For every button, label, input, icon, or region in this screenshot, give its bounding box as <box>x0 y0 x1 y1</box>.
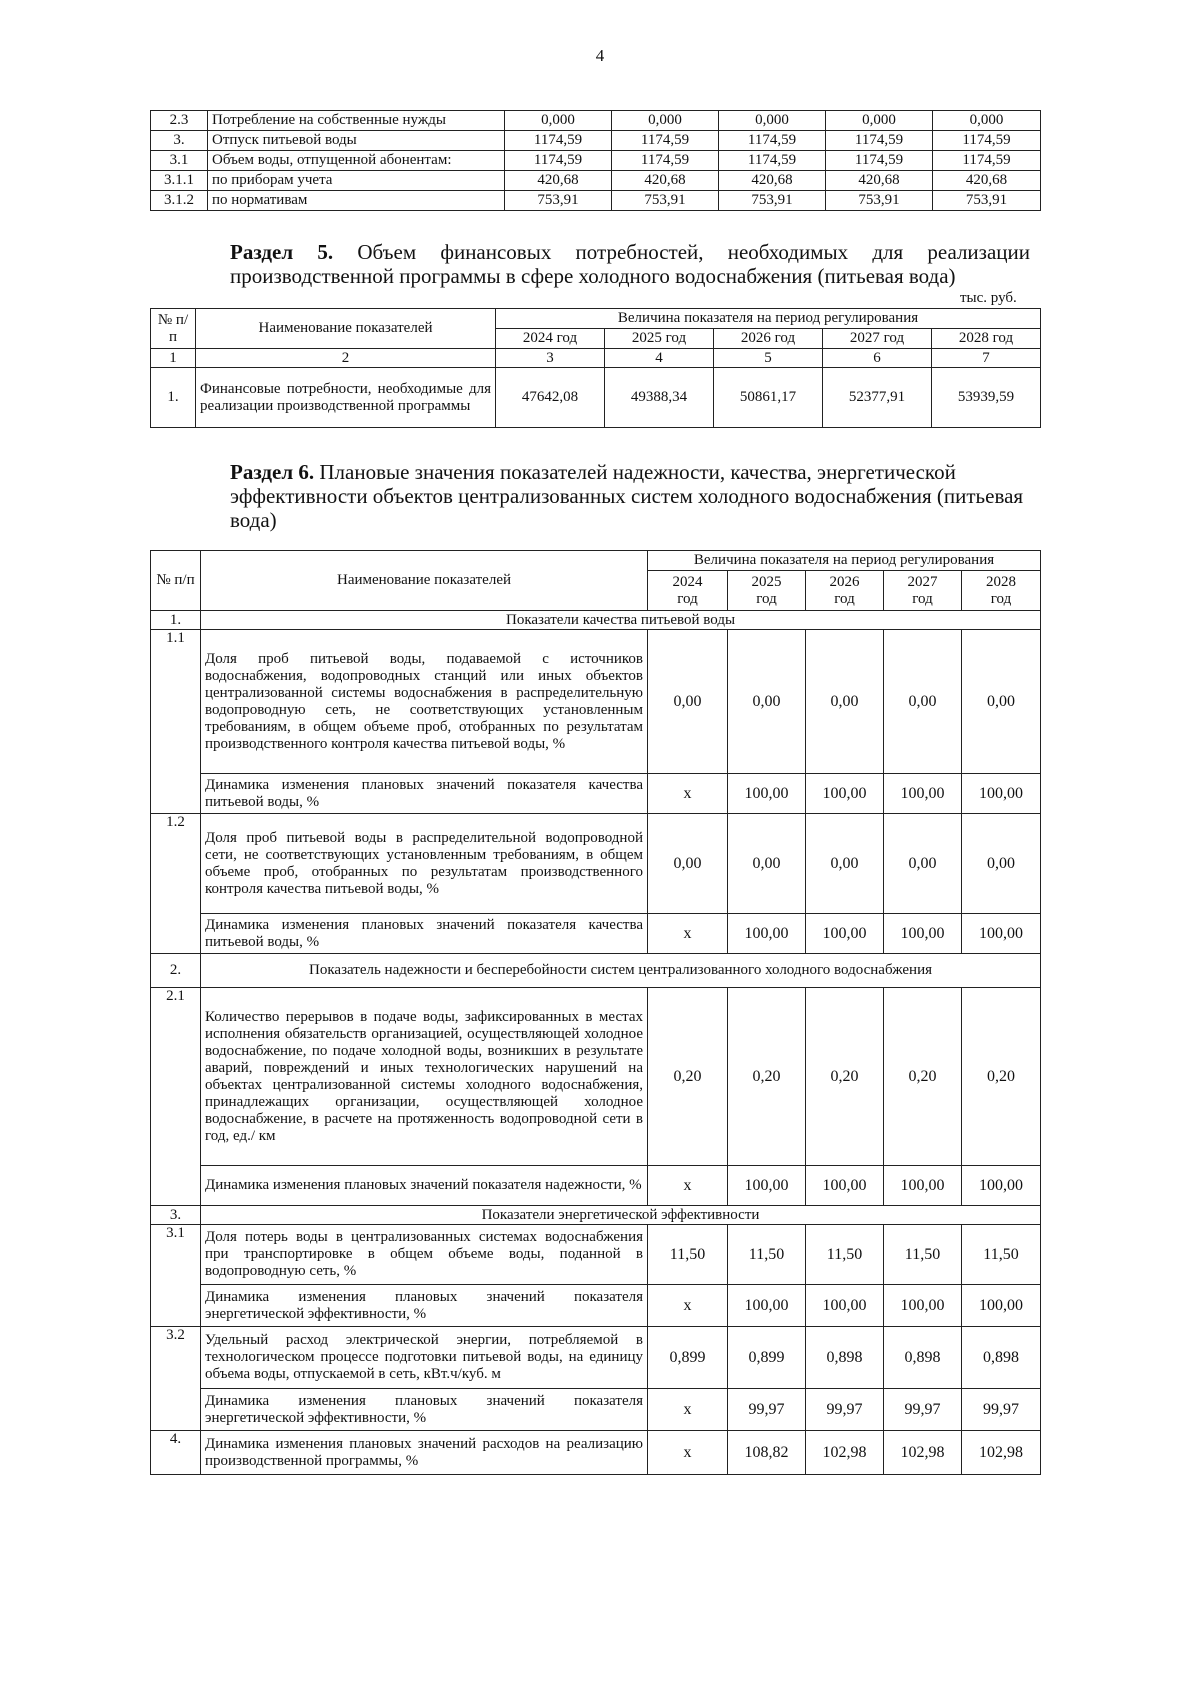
value-cell: х <box>648 1285 728 1327</box>
value-cell: 0,898 <box>962 1327 1041 1389</box>
row-name: Объем воды, отпущенной абонентам: <box>208 151 505 171</box>
table-row <box>151 151 1041 171</box>
value-cell: х <box>648 1389 728 1431</box>
value-cell: 100,00 <box>728 774 806 814</box>
row-name: Удельный расход электрической энергии, потребляемой в технологическом процессе подготовки питьевой воды, на единицу объема воды, отпускаемой в сеть, кВт.ч/куб. м <box>201 1327 648 1389</box>
table-row <box>151 1206 1041 1225</box>
value-cell: 99,97 <box>962 1389 1041 1431</box>
value-cell: 102,98 <box>806 1431 884 1475</box>
value-cell: 0,00 <box>884 814 962 914</box>
value-cell: 99,97 <box>884 1389 962 1431</box>
table-row <box>151 551 1041 571</box>
row-name: Динамика изменения плановых значений показателя надежности, % <box>201 1166 648 1206</box>
row-num: 3.1 <box>151 151 208 171</box>
table-row <box>151 1285 1041 1327</box>
value-cell: 47642,08 <box>496 368 605 428</box>
header-year: 2024 год <box>496 329 605 349</box>
row-num: 1.2 <box>151 814 201 954</box>
row-num: 1. <box>151 368 196 428</box>
table-section5 <box>150 308 1041 428</box>
column-number: 3 <box>496 349 605 368</box>
row-name: Динамика изменения плановых значений расходов на реализацию производственной программы, % <box>201 1431 648 1475</box>
header-year: 2024 год <box>648 571 728 611</box>
group-title: Показатели качества питьевой воды <box>201 611 1041 630</box>
value-cell: 1174,59 <box>826 151 933 171</box>
row-num: 3.1 <box>151 1225 201 1327</box>
value-cell: 1174,59 <box>933 131 1041 151</box>
value-cell: 1174,59 <box>505 151 612 171</box>
value-cell: 0,00 <box>806 814 884 914</box>
value-cell: 1174,59 <box>826 131 933 151</box>
header-year: 2028 год <box>932 329 1041 349</box>
column-number: 7 <box>932 349 1041 368</box>
table-row <box>151 954 1041 988</box>
table-section6 <box>150 550 1041 1475</box>
row-num: 4. <box>151 1431 201 1475</box>
value-cell: 11,50 <box>648 1225 728 1285</box>
value-cell: 1174,59 <box>933 151 1041 171</box>
header-name: Наименование показателей <box>196 309 496 349</box>
row-num: 2.3 <box>151 111 208 131</box>
table-row <box>151 111 1041 131</box>
value-cell: 0,00 <box>728 814 806 914</box>
value-cell: 0,00 <box>962 630 1041 774</box>
value-cell: 100,00 <box>728 1285 806 1327</box>
column-number: 1 <box>151 349 196 368</box>
row-name: Динамика изменения плановых значений показателя качества питьевой воды, % <box>201 774 648 814</box>
value-cell: 100,00 <box>806 774 884 814</box>
group-title: Показатель надежности и бесперебойности систем централизованного холодного водоснабжения <box>201 954 1041 988</box>
value-cell: х <box>648 1166 728 1206</box>
header-name: Наименование показателей <box>201 551 648 611</box>
value-cell: 100,00 <box>806 1285 884 1327</box>
value-cell: 11,50 <box>962 1225 1041 1285</box>
value-cell: 0,00 <box>962 814 1041 914</box>
table-row <box>151 1166 1041 1206</box>
value-cell: х <box>648 774 728 814</box>
value-cell: х <box>648 1431 728 1475</box>
unit-label: тыс. руб. <box>960 290 1017 306</box>
page-number: 4 <box>595 46 605 65</box>
row-num: 3.1.2 <box>151 191 208 211</box>
header-period: Величина показателя на период регулирования <box>648 551 1041 571</box>
group-num: 2. <box>151 954 201 988</box>
value-cell: 0,00 <box>648 630 728 774</box>
value-cell: 100,00 <box>806 914 884 954</box>
table-row <box>151 611 1041 630</box>
section5-label: Раздел 5. <box>230 240 334 264</box>
table-top <box>150 110 1041 211</box>
value-cell: 0,20 <box>728 988 806 1166</box>
header-year: 2025 год <box>728 571 806 611</box>
value-cell: 0,00 <box>806 630 884 774</box>
value-cell: 102,98 <box>884 1431 962 1475</box>
value-cell: 0,20 <box>962 988 1041 1166</box>
table-row <box>151 630 1041 774</box>
value-cell: 0,000 <box>826 111 933 131</box>
row-num: 3.1.1 <box>151 171 208 191</box>
table-row <box>151 171 1041 191</box>
value-cell: 420,68 <box>826 171 933 191</box>
value-cell: 100,00 <box>884 1166 962 1206</box>
value-cell: 0,000 <box>612 111 719 131</box>
section5-heading <box>160 240 1030 288</box>
header-year: 2027 год <box>884 571 962 611</box>
value-cell: 753,91 <box>826 191 933 211</box>
row-num: 1.1 <box>151 630 201 814</box>
table-row <box>151 988 1041 1166</box>
group-num: 3. <box>151 1206 201 1225</box>
value-cell: 50861,17 <box>714 368 823 428</box>
header-year: 2026 год <box>806 571 884 611</box>
row-name: Отпуск питьевой воды <box>208 131 505 151</box>
value-cell: 420,68 <box>933 171 1041 191</box>
value-cell: 100,00 <box>884 914 962 954</box>
value-cell: 0,000 <box>719 111 826 131</box>
value-cell: 108,82 <box>728 1431 806 1475</box>
column-number: 4 <box>605 349 714 368</box>
table-row <box>151 1431 1041 1475</box>
value-cell: 102,98 <box>962 1431 1041 1475</box>
value-cell: 99,97 <box>728 1389 806 1431</box>
value-cell: 100,00 <box>962 1285 1041 1327</box>
value-cell: 1174,59 <box>612 151 719 171</box>
value-cell: 1174,59 <box>612 131 719 151</box>
value-cell: 100,00 <box>728 1166 806 1206</box>
row-num: 3.2 <box>151 1327 201 1431</box>
value-cell: 0,20 <box>884 988 962 1166</box>
value-cell: 0,20 <box>648 988 728 1166</box>
value-cell: х <box>648 914 728 954</box>
table-row <box>151 1225 1041 1285</box>
value-cell: 420,68 <box>505 171 612 191</box>
row-name: Доля потерь воды в централизованных системах водоснабжения при транспортировке в общем объеме воды, поданной в водопроводную сеть, % <box>201 1225 648 1285</box>
value-cell: 0,000 <box>505 111 612 131</box>
group-num: 1. <box>151 611 201 630</box>
value-cell: 753,91 <box>719 191 826 211</box>
value-cell: 0,899 <box>648 1327 728 1389</box>
value-cell: 11,50 <box>728 1225 806 1285</box>
value-cell: 0,20 <box>806 988 884 1166</box>
row-name: Количество перерывов в подаче воды, зафиксированных в местах исполнения обязательств организацией, осуществляющей холодное водоснабжение, по подаче холодной воды, возникших в результате аварий, повреждений и иных технологических нарушений на объектах централизованной системы холодного водоснабжения, принадлежащих организации, осуществляющей холодное водоснабжение, в расчете на протяженность водопроводной сети в год, ед./ км <box>201 988 648 1166</box>
value-cell: 100,00 <box>962 774 1041 814</box>
value-cell: 1174,59 <box>719 151 826 171</box>
row-name: Динамика изменения плановых значений показателя энергетической эффективности, % <box>201 1389 648 1431</box>
row-name: Динамика изменения плановых значений показателя энергетической эффективности, % <box>201 1285 648 1327</box>
value-cell: 1174,59 <box>505 131 612 151</box>
value-cell: 100,00 <box>884 1285 962 1327</box>
table-row <box>151 191 1041 211</box>
group-title: Показатели энергетической эффективности <box>201 1206 1041 1225</box>
table-row <box>151 774 1041 814</box>
row-name: Доля проб питьевой воды в распределительной водопроводной сети, не соответствующих установленным требованиям, в общем объеме проб, отобранных по результатам производственного контроля качества питьевой воды, % <box>201 814 648 914</box>
value-cell: 100,00 <box>962 1166 1041 1206</box>
value-cell: 100,00 <box>728 914 806 954</box>
value-cell: 100,00 <box>962 914 1041 954</box>
column-number: 2 <box>196 349 496 368</box>
row-num: 3. <box>151 131 208 151</box>
table-row <box>151 1389 1041 1431</box>
row-name: Доля проб питьевой воды, подаваемой с источников водоснабжения, водопроводных станций или иных объектов централизованной системы водоснабжения в распределительную водопроводную сеть, не соответствующих установленным требованиям, в общем объеме проб, отобранных по результатам производственного контроля качества питьевой воды, % <box>201 630 648 774</box>
header-num: № п/п <box>151 551 201 611</box>
value-cell: 100,00 <box>884 774 962 814</box>
header-period: Величина показателя на период регулирования <box>496 309 1041 329</box>
table-row <box>151 131 1041 151</box>
value-cell: 49388,34 <box>605 368 714 428</box>
value-cell: 753,91 <box>933 191 1041 211</box>
header-year: 2027 год <box>823 329 932 349</box>
header-year: 2028 год <box>962 571 1041 611</box>
value-cell: 1174,59 <box>719 131 826 151</box>
value-cell: 420,68 <box>719 171 826 191</box>
value-cell: 420,68 <box>612 171 719 191</box>
value-cell: 11,50 <box>884 1225 962 1285</box>
value-cell: 0,898 <box>884 1327 962 1389</box>
header-num: № п/п <box>151 309 196 349</box>
value-cell: 99,97 <box>806 1389 884 1431</box>
value-cell: 11,50 <box>806 1225 884 1285</box>
table-row <box>151 814 1041 914</box>
row-name: Потребление на собственные нужды <box>208 111 505 131</box>
value-cell: 100,00 <box>806 1166 884 1206</box>
section5-title: Объем финансовых потребностей, необходимых для реализации производственной программы в сфере холодного водоснабжения (питьевая вода) <box>230 240 1031 288</box>
table-row <box>151 1327 1041 1389</box>
value-cell: 753,91 <box>612 191 719 211</box>
header-year: 2026 год <box>714 329 823 349</box>
column-number: 5 <box>714 349 823 368</box>
value-cell: 0,000 <box>933 111 1041 131</box>
column-number: 6 <box>823 349 932 368</box>
row-num: 2.1 <box>151 988 201 1206</box>
row-name: по нормативам <box>208 191 505 211</box>
table-row <box>151 914 1041 954</box>
row-name: Финансовые потребности, необходимые для реализации производственной программы <box>196 368 496 428</box>
row-name: по приборам учета <box>208 171 505 191</box>
section6-heading <box>160 460 1030 532</box>
header-year: 2025 год <box>605 329 714 349</box>
section6-label: Раздел 6. <box>230 460 315 484</box>
value-cell: 0,00 <box>884 630 962 774</box>
section6-title: Плановые значения показателей надежности, качества, энергетической эффективности объектов централизованных систем холодного водоснабжения (питьевая вода) <box>230 460 1024 532</box>
value-cell: 0,899 <box>728 1327 806 1389</box>
value-cell: 0,898 <box>806 1327 884 1389</box>
value-cell: 52377,91 <box>823 368 932 428</box>
value-cell: 0,00 <box>648 814 728 914</box>
value-cell: 0,00 <box>728 630 806 774</box>
row-name: Динамика изменения плановых значений показателя качества питьевой воды, % <box>201 914 648 954</box>
value-cell: 53939,59 <box>932 368 1041 428</box>
value-cell: 753,91 <box>505 191 612 211</box>
